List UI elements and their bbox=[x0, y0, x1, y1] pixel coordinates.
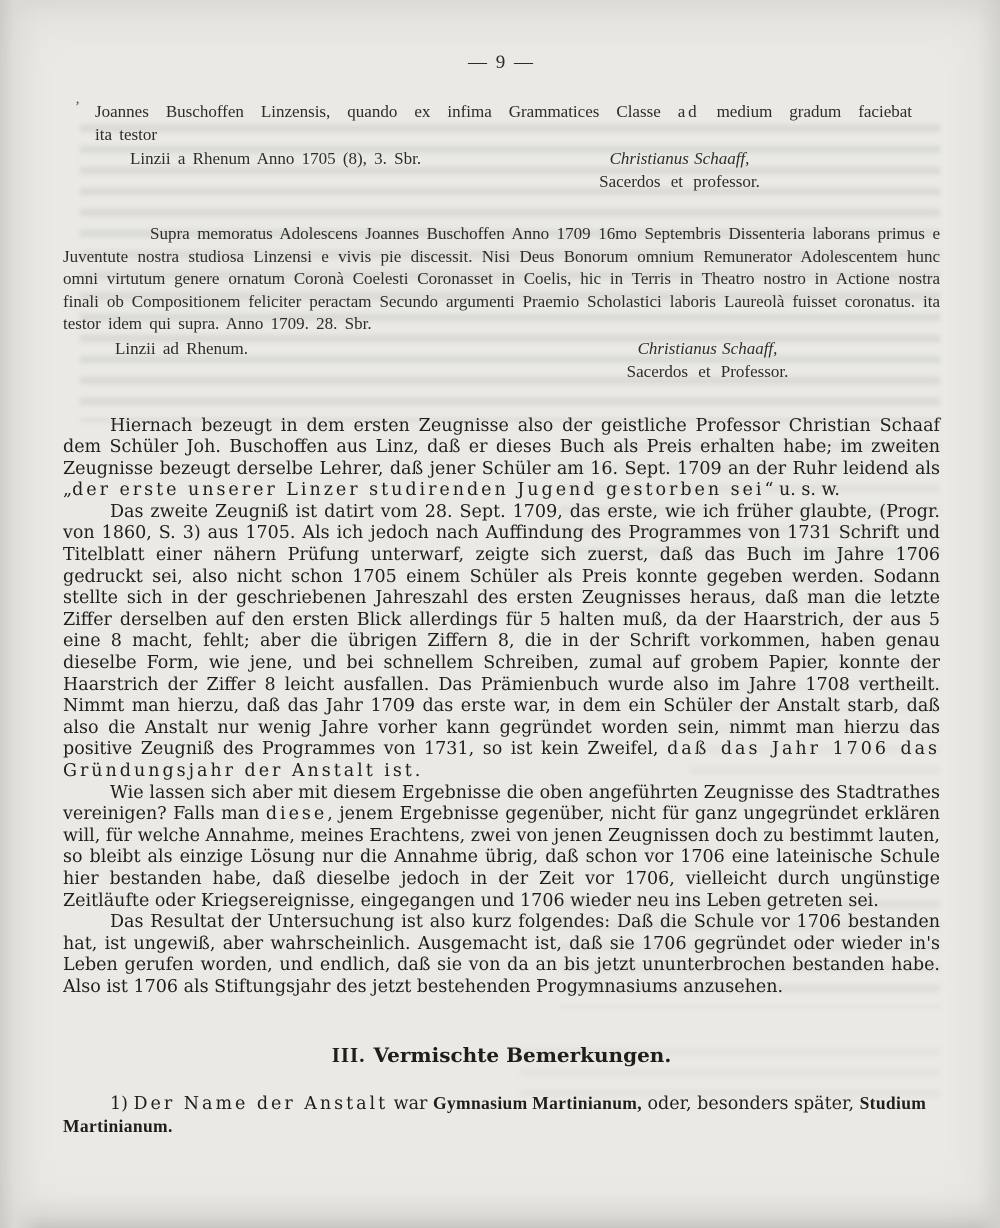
certificate-body-line: ita testor bbox=[95, 125, 158, 144]
page-number: — 9 — bbox=[468, 52, 535, 73]
german-commentary bbox=[63, 416, 940, 999]
footnote-1 bbox=[63, 1092, 940, 1138]
german-paragraph: Hiernach bezeugt in dem ersten Zeugnisse also der geistliche Professor Christian Schaaf dem Schüler Joh. Buschoffen aus Linz, daß er dieses Buch als Preis erhalten habe; im zweiten Zeugnisse bezeugt derselbe Lehrer, daß jener Schüler am 16. Sept. 1709 an der Ruhr leidend als „der erste unserer Linzer studirenden Jugend gestorben sei“ u. s. w. bbox=[63, 415, 940, 501]
certificate-dateline: Linzii ad Rhenum. bbox=[115, 338, 249, 358]
latin-certificate-1 bbox=[75, 99, 913, 193]
stray-mark: ’ bbox=[75, 99, 80, 115]
german-paragraph: Das zweite Zeugniß ist datirt vom 28. Sept. 1709, das erste, wie ich früher glaubte, (Progr. von 1860, S. 3) aus 1705. Als ich jedoch nach Auffindung des Programmes von 1731 Schrift und Titelblatt einer nähern Prüfung unterwarf, zeigte sich zuerst, daß das Buch im Jahre 1706 gedruckt sei, also nicht schon 1705 einem Schüler als Preis konnte gegeben werden. Sodann stellte sich in der geschriebenen Jahreszahl des ersten Zeugnisses heraus, daß man die letzte Ziffer derselben auf den ersten Blick allerdings für 5 halten muß, da der Haarstrich, der aus 5 eine 8 macht, fehlt; aber die übrigen Ziffern 8, die in der Schrift vorkommen, haben genau dieselbe Form, wie jene, und bei schnellem Schreiben, zumal auf grobem Papier, konnte der Haarstrich der Ziffer 8 leicht ausfallen. Das Prämienbuch wurde also im Jahre 1708 vertheilt. Nimmt man hierzu, daß das Jahr 1709 das erste war, in dem ein Schüler der Anstalt starb, daß also die Anstalt nur wenig Jahre vorher kann gegründet worden sein, nimmt man hierzu das positive Zeugniß des Programmes von 1731, so ist kein Zweifel, daß das Jahr 1706 das Gründungsjahr der Anstalt ist. bbox=[63, 501, 941, 781]
latin-certificate-2 bbox=[63, 223, 940, 383]
certificate-dateline: Linzii a Rhenum Anno 1705 (8), 3. Sbr. bbox=[130, 149, 422, 168]
german-paragraph: Wie lassen sich aber mit diesem Ergebnisse die oben angeführten Zeugnisse des Stadtrathes vereinigen? Falls man diese, jenem Ergebnisse gegenüber, nicht für ganz ungegründet erklären will, für welche Annahme, meines Erachtens, zwei von jenen Zeugnissen doch zu bestimmt lauten, so bleibt als einzige Lösung nur die Annahme übrig, daß schon vor 1706 eine lateinische Schule hier bestanden habe, daß dieselbe jedoch in der Zeit vor 1706, vielleicht durch ungünstige Zeitläufte oder Kriegsereignisse, eingegangen und 1706 wieder neu ins Leben getreten sei. bbox=[63, 782, 940, 911]
signature-block bbox=[552, 147, 807, 193]
certificate-body-line: Joannes Buschoffen Linzensis, quando ex infima Grammatices Classe ad medium gradum faciebat bbox=[95, 102, 913, 121]
signature-block bbox=[580, 337, 835, 383]
heading-numeral: III. bbox=[331, 1042, 366, 1067]
section-heading bbox=[63, 1043, 940, 1068]
footnote-body: 1) Der Name der Anstalt war Gymnasium Martinianum, oder, besonders später, Studium Martinianum. bbox=[63, 1092, 927, 1136]
signature-name: Christianus Schaaff, bbox=[609, 149, 750, 168]
content-column bbox=[63, 52, 940, 1138]
german-paragraph: Das Resultat der Untersuchung ist also kurz folgendes: Daß die Schule vor 1706 bestanden hat, ist ungewiß, aber wahrscheinlich. Ausgemacht ist, daß sie 1706 gegründet oder wieder in's Leben gerufen worden, und endlich, daß sie von da an bis jetzt ununterbrochen bestanden habe. Also ist 1706 als Stiftungsjahr des jetzt bestehenden Progymnasiums anzusehen. bbox=[63, 912, 940, 997]
certificate-meta-row bbox=[95, 147, 912, 193]
signature-title: Sacerdos et professor. bbox=[599, 172, 760, 191]
certificate-body: Supra memoratus Adolescens Joannes Buschoffen Anno 1709 16mo Septembris Dissenteria laborans primus e Juventute nostra studiosa Linzensi e vivis pie discessit. Nisi Deus Bonorum omnium Remunerator Adolescentem hunc omni virtutum genere ornatum Coronà Coelesti Coronasset in Coelis, hic in Terris in Theatro nostro in Actione nostra finali ob Compositionem feliciter peractam Secundo argumenti Praemio Scholastici laboris Laureolà fuisset coronatus. ita testor idem qui supra. Anno 1709. 28. Sbr. bbox=[63, 224, 940, 333]
signature-name: Christianus Schaaff, bbox=[637, 338, 778, 358]
heading-title: Vermischte Bemerkungen. bbox=[373, 1042, 672, 1067]
certificate-meta-row bbox=[63, 337, 940, 383]
signature-title: Sacerdos et Professor. bbox=[626, 361, 789, 381]
